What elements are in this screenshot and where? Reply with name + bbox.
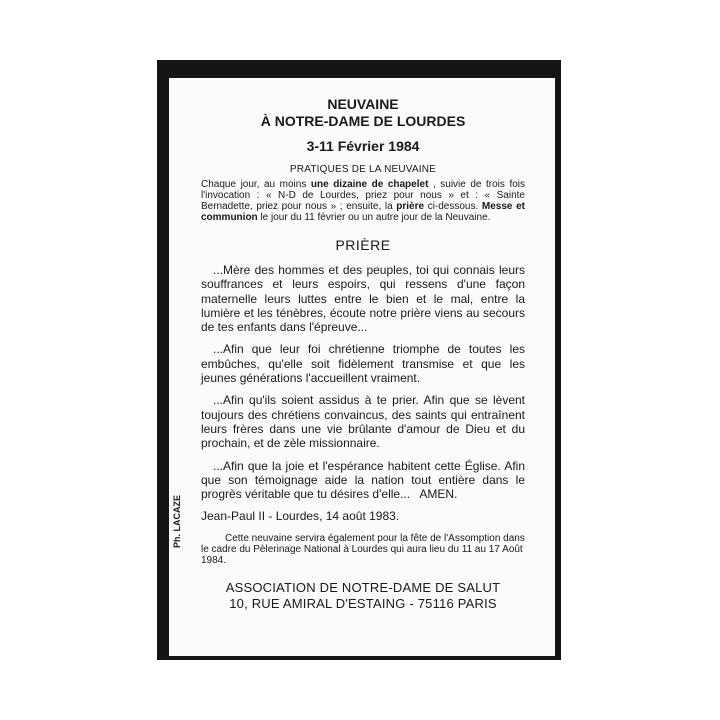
prayer-card — [169, 78, 555, 656]
pratiques-emphasis-chapelet: une dizaine de chapelet — [310, 179, 429, 190]
photo-credit: Ph. LACAZE — [172, 495, 182, 548]
title-line-2: À NOTRE-DAME DE LOURDES — [260, 113, 466, 129]
prayer-paragraph-2: ...Afin que leur foi chrétienne triomphe de toutes les embûches, qu'elle soit fidèlement transmise et que les jeunes générations l'accueillent vraiment. — [201, 342, 525, 386]
pratiques-text-part: Chaque jour, au moins — [201, 179, 311, 190]
association-block — [201, 580, 525, 612]
pratiques-text-part: le jour du 11 février ou un autre jour de la Neuvaine. — [257, 212, 491, 223]
novena-date: 3-11 Février 1984 — [306, 138, 420, 154]
assumption-note: Cette neuvaine servira également pour la fête de l'Assomption dans le cadre du Pèlerinage National à Lourdes qui aura lieu du 11 au 17 Août 1984. — [201, 533, 525, 567]
pratiques-text-part: , suivie de trois fois l'invocation : « N-D de Lourdes, priez pour nous » et : « Sainte Bernadette, priez pour nous » ; ensuite, la — [201, 179, 526, 212]
prayer-paragraph-1: ...Mère des hommes et des peuples, toi qui connais leurs souffrances et leurs espoirs, qui ressens d'une façon maternelle leurs luttes entre le bien et le mal, entre la lumière et les ténèbres, écoute notre prière viens au secours de tes enfants dans l'épreuve... — [201, 263, 525, 335]
title-line-1: NEUVAINE — [327, 96, 399, 112]
pratiques-heading: PRATIQUES DE LA NEUVAINE — [289, 164, 437, 175]
pratiques-emphasis-priere: prière — [396, 201, 425, 212]
association-name: ASSOCIATION DE NOTRE-DAME DE SALUT — [225, 580, 501, 596]
card-header — [201, 96, 525, 175]
pratiques-text — [201, 179, 525, 223]
signature-line: Jean-Paul II - Lourdes, 14 août 1983. — [201, 509, 400, 524]
priere-heading: PRIÈRE — [335, 237, 391, 253]
prayer-paragraph-4: ...Afin que la joie et l'espérance habitent cette Église. Afin que son témoignage aide la nation tout entière dans le progrès véritable que tu désires d'elle... AMEN. — [201, 458, 529, 502]
pratiques-text-part: ci-dessous. — [424, 201, 482, 212]
association-address: 10, RUE AMIRAL D'ESTAING - 75116 PARIS — [229, 596, 497, 612]
prayer-paragraph-3: ...Afin qu'ils soient assidus à te prier. Afin que se lèvent toujours des chrétiens convaincus, des saints qui entraînent leurs frères dans une vie brûlante d'amour de Dieu et du prochain, et de zèle missionnaire. — [201, 393, 525, 451]
pratiques-emphasis-messe: Messe et communion — [201, 201, 526, 223]
